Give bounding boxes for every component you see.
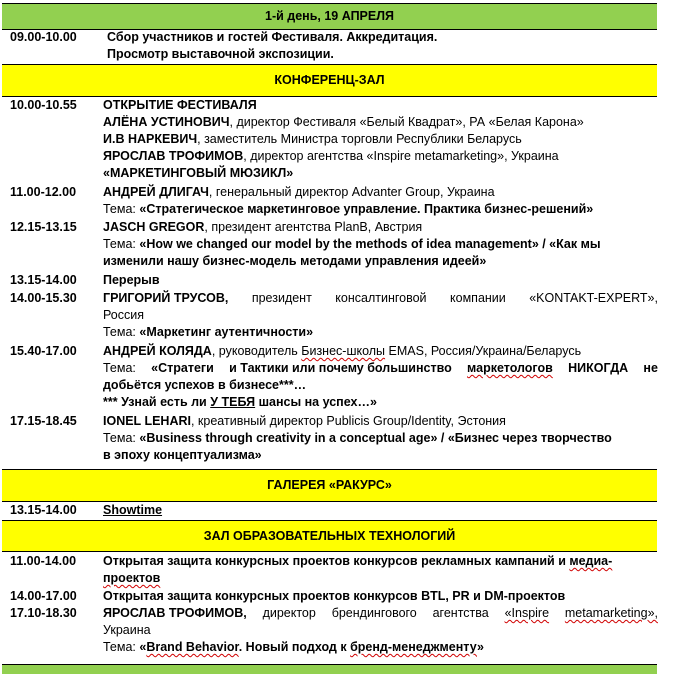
speaker-name: АНДРЕЙ КОЛЯДА [103,344,212,358]
gallery-title: ГАЛЕРЕЯ «РАКУРС» [267,478,392,492]
speaker-name: И.В НАРКЕВИЧ [103,132,198,146]
speaker-name: АЛЁНА УСТИНОВИЧ [103,115,230,129]
time-label: 11.00-14.00 [10,554,77,568]
speaker-role: , генеральный директор Advanter Group, Украина [208,185,495,199]
conference-hall-band [2,64,657,97]
speaker-name: JASCH GREGOR [103,220,205,234]
topic-text: маркетологов [467,361,553,375]
time-label: 13.15-14.00 [10,273,77,287]
session-text: Showtime [103,503,163,517]
topic-text: «Стратегическое маркетинговое управление. Практика бизнес-решений» [139,202,594,216]
speaker-name: ЯРОСЛАВ ТРОФИМОВ, [103,606,247,620]
speaker-role: агентства [432,606,489,620]
topic-text: «How we changed our model by the methods of idea management» / «Как мы [139,237,601,251]
topic-note: *** Узнай есть ли [103,395,211,409]
session-details [103,605,658,656]
speaker-name: ГРИГОРИЙ ТРУСОВ, [103,291,229,305]
topic-text: бренд-менеджменту [350,640,477,654]
session-details [103,343,658,411]
speaker-role: президент [251,291,312,305]
topic-text: изменили нашу бизнес-модель методами управления идеей» [103,254,487,268]
topic-label: Тема: [103,640,140,654]
topic-note: шансы на успех…» [255,395,377,409]
topic-text: «Business through creativity in a conceptual age» / «Бизнес через творчество [139,431,612,445]
speaker-country: Россия [103,308,144,322]
speaker-name: АНДРЕЙ ДЛИГАЧ [103,185,209,199]
day-header-title: 1-й день, 19 АПРЕЛЯ [265,9,394,23]
time-label: 14.00-15.30 [10,291,77,305]
speaker-role: EMAS, Россия/Украина/Беларусь [385,344,582,358]
session-details [103,272,658,289]
session-details [103,290,658,341]
speaker-role: Бизнес-школы [301,344,386,358]
time-label: 10.00-10.55 [10,98,77,112]
topic-label: Тема: [103,361,136,375]
speaker-role: брендингового [331,606,417,620]
speaker-role: metamarketing», [564,606,658,620]
gallery-band [2,469,657,502]
time-label: 17.10-18.30 [10,606,77,620]
session-details [103,219,658,270]
session-text: Просмотр выставочной экспозиции. [107,47,334,61]
topic-text: в эпоху концептуализма» [103,448,262,462]
speaker-role: , президент агентства PlanB, Австрия [204,220,423,234]
topic-text: «Маркетинг аутентичности» [139,325,314,339]
topic-text: » [476,640,484,654]
time-label: 13.15-14.00 [10,503,77,517]
topic-label: Тема: [103,325,140,339]
topic-label: Тема: [103,237,140,251]
time-label: 17.15-18.45 [10,414,77,428]
speaker-country: Украина [103,623,151,637]
topic-text: . Новый подход к [238,640,351,654]
time-label: 14.00-17.00 [10,589,77,603]
speaker-role: директор [262,606,316,620]
speaker-role: компании [450,291,506,305]
topic-label: Тема: [103,431,140,445]
day-header-band [2,3,657,30]
speaker-role: , креативный директор Publicis Group/Identity, Эстония [190,414,506,428]
topic-note: У ТЕБЯ [210,395,256,409]
session-text: проектов [103,571,161,585]
speaker-role: , директор Фестиваля «Белый Квадрат», РА «Белая Карона» [229,115,584,129]
speaker-role: , директор агентства «Inspire metamarketing», Украина [243,149,559,163]
session-title: «МАРКЕТИНГОВЫЙ МЮЗИКЛ» [103,166,294,180]
education-hall-band [2,520,657,552]
time-label: 09.00-10.00 [10,30,77,44]
session-details [103,553,658,587]
speaker-role: консалтинговой [335,291,427,305]
session-details [103,184,658,218]
session-text: Сбор участников и гостей Фестиваля. Аккредитация. [107,30,438,44]
speaker-role: «Inspire [504,606,550,620]
topic-label: Тема: [103,202,140,216]
speaker-role: , руководитель [211,344,302,358]
topic-text: «Стратеги [151,361,214,375]
topic-text: « [139,640,147,654]
session-title: ОТКРЫТИЕ ФЕСТИВАЛЯ [103,98,257,112]
session-details [103,588,658,605]
speaker-role: , заместитель Министра торговли Республики Беларусь [197,132,522,146]
session-details [103,502,658,519]
session-text: Перерыв [103,273,160,287]
speaker-name: ЯРОСЛАВ ТРОФИМОВ [103,149,244,163]
session-text: Открытая защита конкурсных проектов конкурсов BTL, PR и DM-проектов [103,589,566,603]
topic-text: добьётся успехов в бизнесе***… [103,378,307,392]
education-hall-title: ЗАЛ ОБРАЗОВАТЕЛЬНЫХ ТЕХНОЛОГИЙ [203,529,456,543]
session-text: Открытая защита конкурсных проектов конкурсов рекламных кампаний и [103,554,570,568]
session-text: медиа- [569,554,613,568]
topic-text: НИКОГДА [568,361,629,375]
conference-hall-title: КОНФЕРЕНЦ-ЗАЛ [274,73,385,87]
topic-text: Brand Behavior [146,640,239,654]
speaker-name: IONEL LEHARI [103,414,191,428]
session-details [103,97,658,182]
session-details [103,29,658,63]
next-day-band [2,664,657,674]
session-details [103,413,658,464]
topic-text: и Тактики или почему большинство [229,361,452,375]
topic-text: не [643,361,658,375]
speaker-role: «KONTAKT-EXPERT», [529,291,658,305]
time-label: 11.00-12.00 [10,185,77,199]
time-label: 15.40-17.00 [10,344,77,358]
time-label: 12.15-13.15 [10,220,77,234]
